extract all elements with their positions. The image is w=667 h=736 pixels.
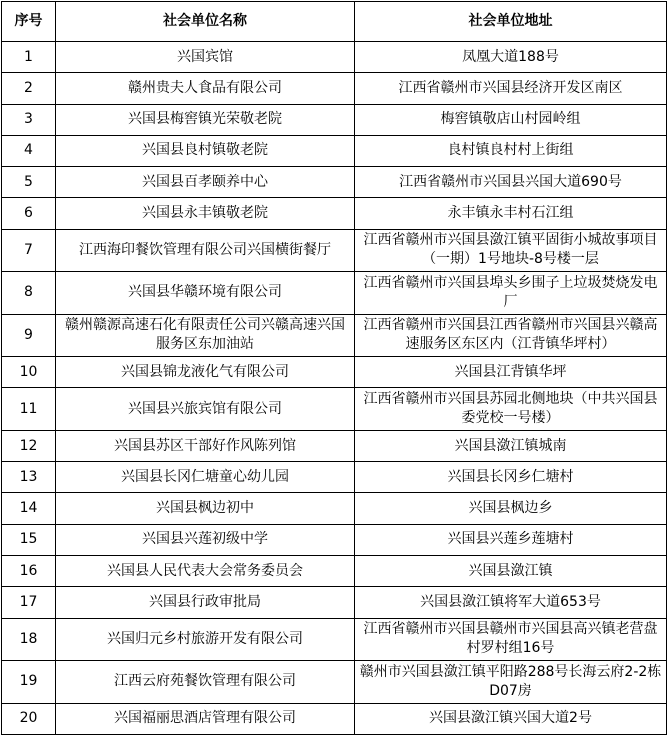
row-number-cell: 4 [2,135,56,166]
unit-name-cell: 兴国县兴莲初级中学 [56,524,355,555]
row-number-cell: 19 [2,661,56,704]
unit-name-cell: 兴国县锦龙液化气有限公司 [56,357,355,388]
unit-address-cell: 梅窖镇敬店山村园岭组 [355,104,667,135]
unit-name-cell: 兴国县兴旅宾馆有限公司 [56,388,355,431]
row-number-cell: 9 [2,314,56,357]
row-number-cell: 14 [2,493,56,524]
social-units-table [1,1,667,735]
unit-address-cell: 凤凰大道188号 [355,42,667,73]
unit-address-cell: 兴国县潋江镇将军大道653号 [355,587,667,618]
row-number-cell: 17 [2,587,56,618]
row-number-cell: 18 [2,618,56,661]
unit-address-cell: 兴国县潋江镇兴国大道2号 [355,703,667,734]
row-number-cell: 7 [2,229,56,272]
unit-address-cell: 兴国县江背镇华坪 [355,357,667,388]
unit-address-cell: 江西省赣州市兴国县江西省赣州市兴国县兴赣高速服务区东区内（江背镇华坪村） [355,314,667,357]
row-number-cell: 16 [2,555,56,586]
unit-name-cell: 兴国县行政审批局 [56,587,355,618]
table-row [2,229,667,272]
unit-address-cell: 江西省赣州市兴国县兴国大道690号 [355,167,667,198]
row-number-cell: 6 [2,198,56,229]
unit-address-cell: 兴国县兴莲乡莲塘村 [355,524,667,555]
table-row [2,524,667,555]
unit-address-cell: 江西省赣州市兴国县经济开发区南区 [355,73,667,104]
row-number-cell: 13 [2,462,56,493]
row-number-cell: 1 [2,42,56,73]
unit-name-cell: 兴国归元乡村旅游开发有限公司 [56,618,355,661]
unit-address-cell: 兴国县长冈乡仁塘村 [355,462,667,493]
table-row [2,198,667,229]
unit-address-cell: 江西省赣州市兴国县潋江镇平固街小城故事项目（一期）1号地块-8号楼一层 [355,229,667,272]
unit-name-cell: 兴国县良村镇敬老院 [56,135,355,166]
table-row [2,618,667,661]
unit-name-cell: 兴国县枫边初中 [56,493,355,524]
table-row [2,104,667,135]
row-number-cell: 10 [2,357,56,388]
unit-name-cell: 兴国县华赣环境有限公司 [56,272,355,315]
unit-address-cell: 江西省赣州市兴国县赣州市兴国县高兴镇老营盘村罗村组16号 [355,618,667,661]
unit-name-cell: 兴国县百孝颐养中心 [56,167,355,198]
table-row [2,703,667,734]
unit-address-cell: 兴国县潋江镇城南 [355,430,667,461]
unit-name-cell: 兴国县苏区干部好作风陈列馆 [56,430,355,461]
table-row [2,272,667,315]
table-row [2,135,667,166]
unit-name-cell: 赣州赣源高速石化有限责任公司兴赣高速兴国服务区东加油站 [56,314,355,357]
unit-address-cell: 良村镇良村村上街组 [355,135,667,166]
header-row-number: 序号 [2,2,56,42]
row-number-cell: 12 [2,430,56,461]
unit-address-cell: 江西省赣州市兴国县苏园北侧地块（中共兴国县委党校一号楼） [355,388,667,431]
row-number-cell: 5 [2,167,56,198]
row-number-cell: 20 [2,703,56,734]
table-row [2,462,667,493]
table-row [2,357,667,388]
table-row [2,661,667,704]
table-row [2,388,667,431]
table-row [2,314,667,357]
table-body [2,42,667,735]
unit-address-cell: 兴国县潋江镇 [355,555,667,586]
table-header-row [2,2,667,42]
unit-name-cell: 兴国宾馆 [56,42,355,73]
row-number-cell: 8 [2,272,56,315]
header-unit-name: 社会单位名称 [56,2,355,42]
unit-address-cell: 江西省赣州市兴国县埠头乡围子上垃圾焚烧发电厂 [355,272,667,315]
unit-name-cell: 兴国福丽思酒店管理有限公司 [56,703,355,734]
unit-name-cell: 兴国县永丰镇敬老院 [56,198,355,229]
unit-name-cell: 兴国县人民代表大会常务委员会 [56,555,355,586]
table-row [2,73,667,104]
unit-name-cell: 兴国县长冈仁塘童心幼儿园 [56,462,355,493]
unit-name-cell: 兴国县梅窖镇光荣敬老院 [56,104,355,135]
table-row [2,555,667,586]
unit-name-cell: 江西云府苑餐饮管理有限公司 [56,661,355,704]
row-number-cell: 3 [2,104,56,135]
table-row [2,587,667,618]
row-number-cell: 11 [2,388,56,431]
table-row [2,42,667,73]
row-number-cell: 15 [2,524,56,555]
unit-name-cell: 赣州贵夫人食品有限公司 [56,73,355,104]
unit-address-cell: 赣州市兴国县潋江镇平阳路288号长海云府2-2栋D07房 [355,661,667,704]
table-row [2,167,667,198]
table-row [2,430,667,461]
unit-address-cell: 兴国县枫边乡 [355,493,667,524]
row-number-cell: 2 [2,73,56,104]
unit-name-cell: 江西海印餐饮管理有限公司兴国横街餐厅 [56,229,355,272]
header-unit-address: 社会单位地址 [355,2,667,42]
unit-address-cell: 永丰镇永丰村石江组 [355,198,667,229]
table-row [2,493,667,524]
